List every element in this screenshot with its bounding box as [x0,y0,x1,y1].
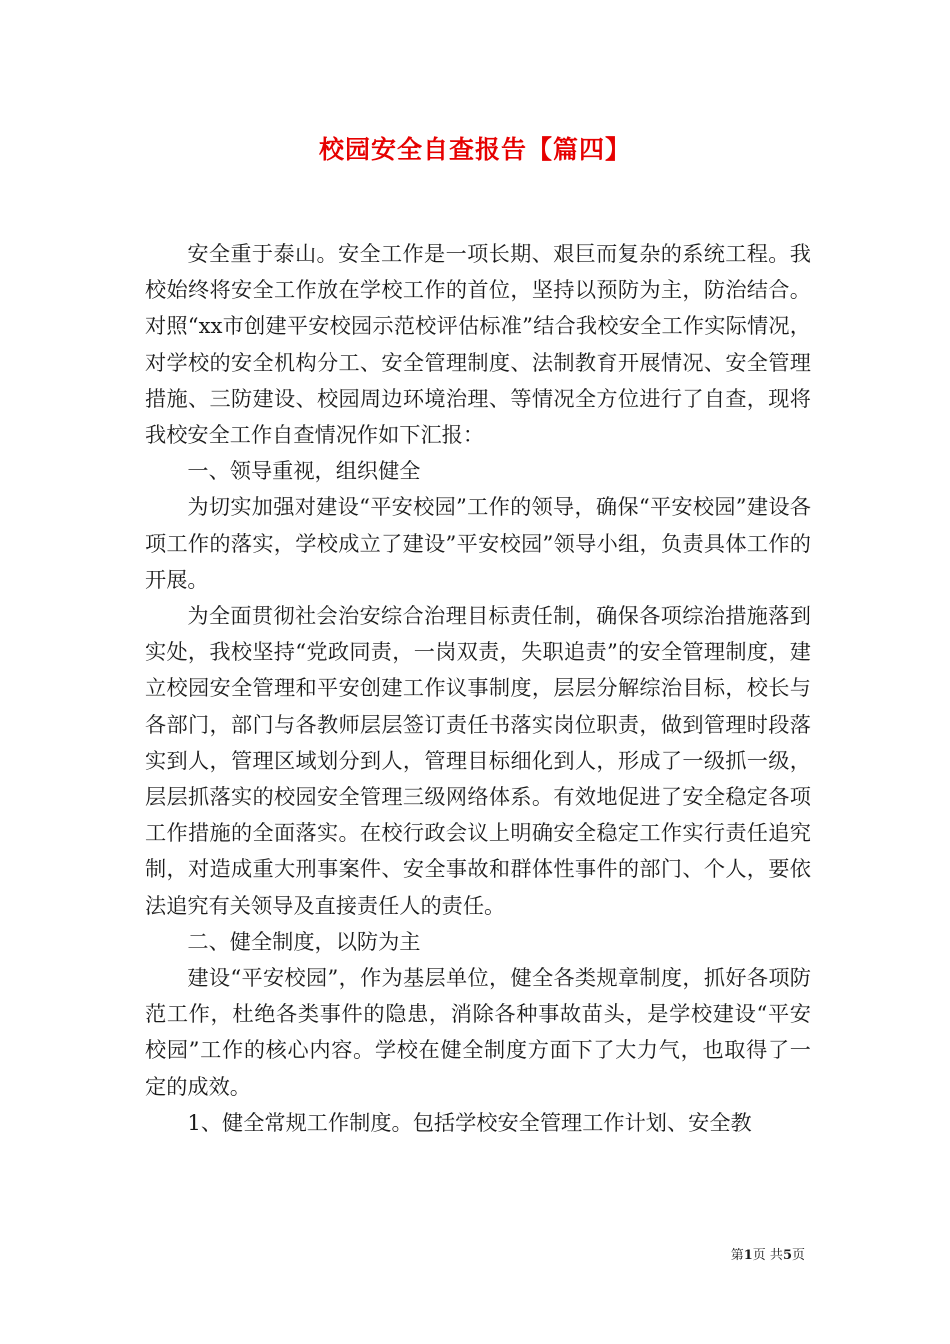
footer-total-pages: 5 [782,1248,792,1263]
footer-suffix: 页 [791,1248,805,1263]
paragraph-responsibility: 为全面贯彻社会治安综合治理目标责任制，确保各项综治措施落到实处，我校坚持“党政同责，一岗双责，失职追责”的安全管理制度，建立校园安全管理和平安创建工作议事制度，层层分解综治目标，校长与各部门，部门与各教师层层签订责任书落实岗位职责，做到管理时段落实到人，管理区域划分到人，管理目标细化到人，形成了一级抓一级，层层抓落实的校园安全管理三级网络体系。有效地促进了安全稳定各项工作措施的全面落实。在校行政会议上明确安全稳定工作实行责任追究制，对造成重大刑事案件、安全事故和群体性事件的部门、个人，要依法追究有关领导及直接责任人的责任。 [145,603,811,918]
page-footer [731,1247,805,1265]
document-title: 校园安全自查报告【篇四】 [318,135,631,164]
paragraph-intro: 安全重于泰山。安全工作是一项长期、艰巨而复杂的系统工程。我校始终将安全工作放在学校工作的首位，坚持以预防为主，防治结合。对照“xx市创建平安校园示范校评估标准”结合我校安全工作实际情况，对学校的安全机构分工、安全管理制度、法制教育开展情况、安全管理措施、三防建设、校园周边环境治理、等情况全方位进行了自查，现将我校安全工作自查情况作如下汇报： [145,241,811,448]
footer-prefix: 第 [730,1248,744,1263]
document-body [145,236,811,1141]
footer-middle: 页 共 [752,1248,783,1263]
paragraph-system: 建设“平安校园”，作为基层单位，健全各类规章制度，抓好各项防范工作，杜绝各类事件的隐患，消除各种事故苗头，是学校建设“平安校园”工作的核心内容。学校在健全制度方面下了大力气，也取得了一定的成效。 [145,965,811,1099]
paragraph-item-1: 1、健全常规工作制度。包括学校安全管理工作计划、安全教 [187,1109,752,1135]
footer-current-page: 1 [743,1248,753,1263]
paragraph-leadership: 为切实加强对建设“平安校园”工作的领导，确保“平安校园”建设各项工作的落实，学校成立了建设”平安校园”领导小组，负责具体工作的开展。 [145,494,811,592]
section-heading-1: 一、领导重视，组织健全 [187,458,421,484]
section-heading-2: 二、健全制度，以防为主 [187,928,421,954]
